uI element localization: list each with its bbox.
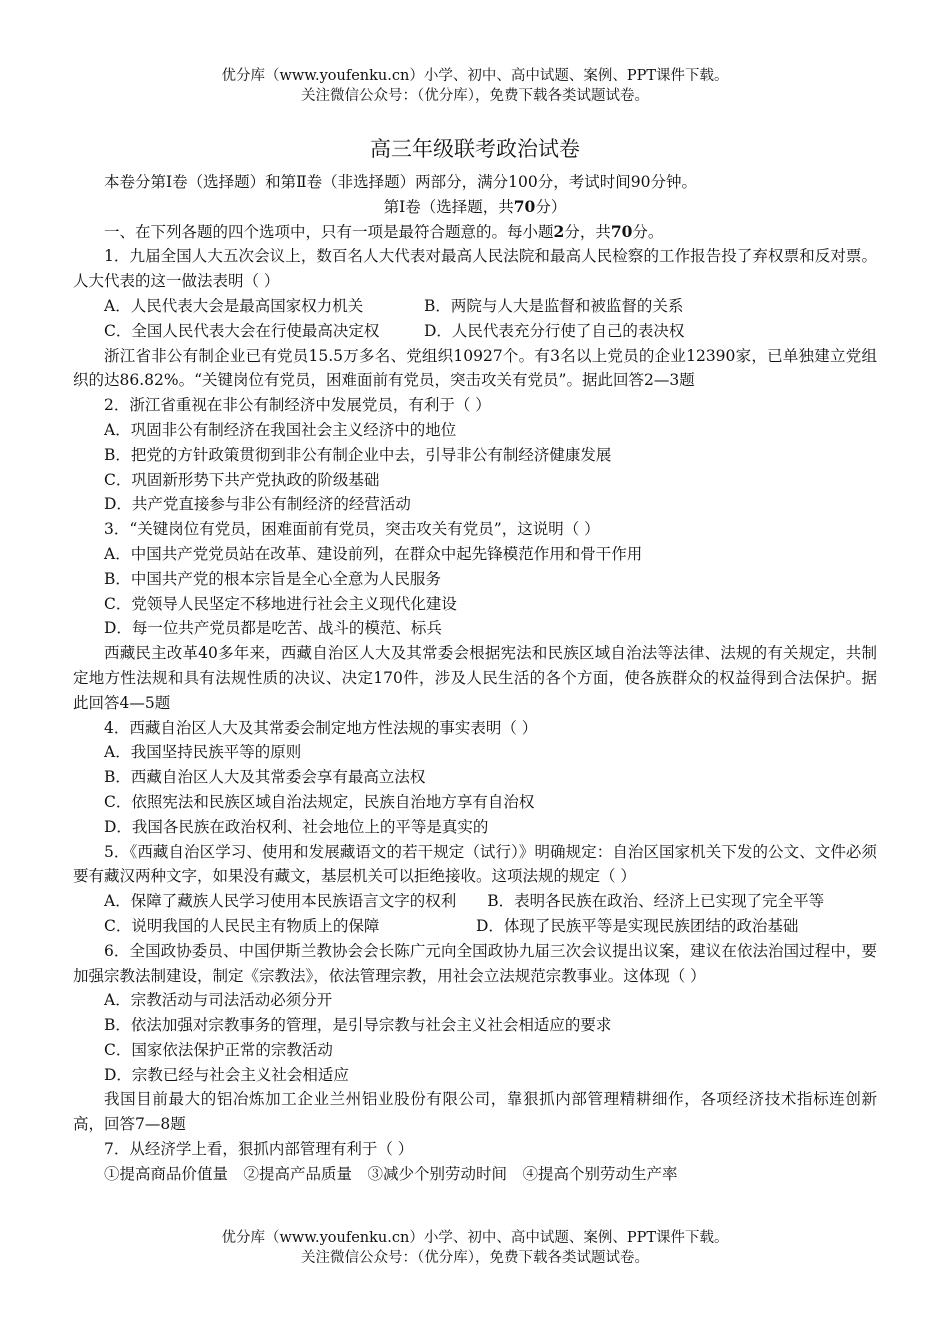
q3-option-a: A．中国共产党党员站在改革、建设前列，在群众中起先锋模范作用和骨干作用	[104, 544, 643, 563]
question-1-stem: 1．九届全国人大五次会议上，数百名人大代表对最高人民法院和最高人民检察的工作报告投了弃权票和反对票。人大代表的这一做法表明（ ）	[73, 247, 877, 291]
header-line-1: 优分库（www.youfenku.cn）小学、初中、高中试题、案例、PPT课件下载。	[221, 68, 729, 84]
footer-line-1: 优分库（www.youfenku.cn）小学、初中、高中试题、案例、PPT课件下载。	[221, 1230, 729, 1246]
section-heading: 第Ⅰ卷（选择题，共70分）	[383, 196, 567, 216]
instructions: 一、在下列各题的四个选项中，只有一项是最符合题意的。每小题2分，共70分。	[104, 221, 664, 241]
q2-option-a: A．巩固非公有制经济在我国社会主义经济中的地位	[104, 420, 457, 439]
q5-option-d: D．体现了民族平等是实现民族团结的政治基础	[476, 916, 799, 935]
q6-option-b: B．依法加强对宗教事务的管理，是引导宗教与社会主义社会相适应的要求	[104, 1016, 612, 1035]
question-5-stem: 5．《西藏自治区学习、使用和发展藏语文的若干规定（试行）》明确规定：自治区国家机关下发的公文、文件必须要有藏汉两种文字，如果没有藏文，基层机关可以拒绝接收。这项法规的规定（ ）	[73, 842, 877, 886]
q4-option-b: B．西藏自治区人大及其常委会享有最高立法权	[104, 768, 426, 787]
question-1-options-ab	[73, 294, 877, 319]
q6-option-d: D．宗教已经与社会主义社会相适应	[104, 1065, 349, 1084]
q1-option-c: C．全国人民代表大会在行使最高决定权	[104, 321, 380, 340]
page-title: 高三年级联考政治试卷	[370, 137, 580, 161]
header-banner	[0, 66, 950, 106]
question-5-options-cd	[73, 914, 877, 939]
question-1-options-cd	[73, 319, 877, 344]
passage-4-5: 西藏民主改革40多年来，西藏自治区人大及其常委会根据宪法和民族区域自治法等法律、法规的有关规定，共制定地方性法规和具有法规性质的决议、决定170件，涉及人民生活的各个方面，使各族群众的权益得到合法保护。据此回答4—5题	[73, 644, 877, 712]
exam-intro: 本卷分第Ⅰ卷（选择题）和第Ⅱ卷（非选择题）两部分，满分100分，考试时间90分钟。	[104, 173, 697, 191]
q2-option-d: D．共产党直接参与非公有制经济的经营活动	[104, 495, 411, 514]
question-3-stem: 3．“关键岗位有党员，困难面前有党员，突击攻关有党员”，这说明（ ）	[104, 520, 600, 539]
q5-options-ab: A．保障了藏族人民学习使用本民族语言文字的权利 B．表明各民族在政治、经济上已实现了完全平等	[104, 892, 825, 911]
q3-option-d: D．每一位共产党员都是吃苦、战斗的模范、标兵	[104, 619, 442, 638]
q4-option-c: C．依照宪法和民族区域自治法规定，民族自治地方享有自治权	[104, 792, 535, 811]
q1-option-b: B．两院与人大是监督和被监督的关系	[424, 296, 684, 315]
question-7-stem: 7．从经济学上看，狠抓内部管理有利于（ ）	[104, 1140, 414, 1159]
question-6-stem: 6．全国政协委员、中国伊斯兰教协会会长陈广元向全国政协九届三次会议提出议案，建议在依法治国过程中，要加强宗教法制建设，制定《宗教法》，依法管理宗教，用社会立法规范宗教事业。这体现（ ）	[73, 941, 877, 985]
question-2-stem: 2．浙江省重视在非公有制经济中发展党员，有利于（ ）	[104, 396, 491, 415]
q3-option-c: C．党领导人民坚定不移地进行社会主义现代化建设	[104, 594, 457, 613]
q1-option-d: D．人民代表充分行使了自己的表决权	[424, 321, 685, 340]
q3-option-b: B．中国共产党的根本宗旨是全心全意为人民服务	[104, 569, 441, 588]
q1-option-a: A．人民代表大会是最高国家权力机关	[104, 296, 364, 315]
q7-items: ①提高商品价值量 ②提高产品质量 ③减少个别劳动时间 ④提高个别劳动生产率	[104, 1164, 678, 1183]
q5-option-c: C．说明我国的人民民主有物质上的保障	[104, 916, 380, 935]
q4-option-d: D．我国各民族在政治权利、社会地位上的平等是真实的	[104, 817, 489, 836]
header-line-2: 关注微信公众号：（优分库），免费下载各类试题试卷。	[301, 88, 649, 104]
q4-option-a: A．我国坚持民族平等的原则	[104, 743, 302, 762]
question-4-stem: 4．西藏自治区人大及其常委会制定地方性法规的事实表明（ ）	[104, 718, 538, 737]
passage-2-3: 浙江省非公有制企业已有党员15.5万多名、党组织10927个。有3名以上党员的企业12390家，已单独建立党组织的达86.82%。“关键岗位有党员，困难面前有党员，突击攻关有党员”。据此回答2—3题	[73, 346, 877, 390]
exam-page	[73, 132, 877, 1187]
q6-option-c: C．国家依法保护正常的宗教活动	[104, 1040, 333, 1059]
q2-option-c: C．巩固新形势下共产党执政的阶级基础	[104, 470, 380, 489]
passage-7-8: 我国目前最大的铝冶炼加工企业兰州铝业股份有限公司，靠狠抓内部管理精耕细作，各项经济技术指标连创新高，回答7—8题	[73, 1090, 877, 1134]
q6-option-a: A．宗教活动与司法活动必须分开	[104, 991, 333, 1010]
footer-banner	[0, 1228, 950, 1268]
footer-line-2: 关注微信公众号：（优分库），免费下载各类试题试卷。	[301, 1250, 649, 1266]
q2-option-b: B．把党的方针政策贯彻到非公有制企业中去，引导非公有制经济健康发展	[104, 445, 612, 464]
